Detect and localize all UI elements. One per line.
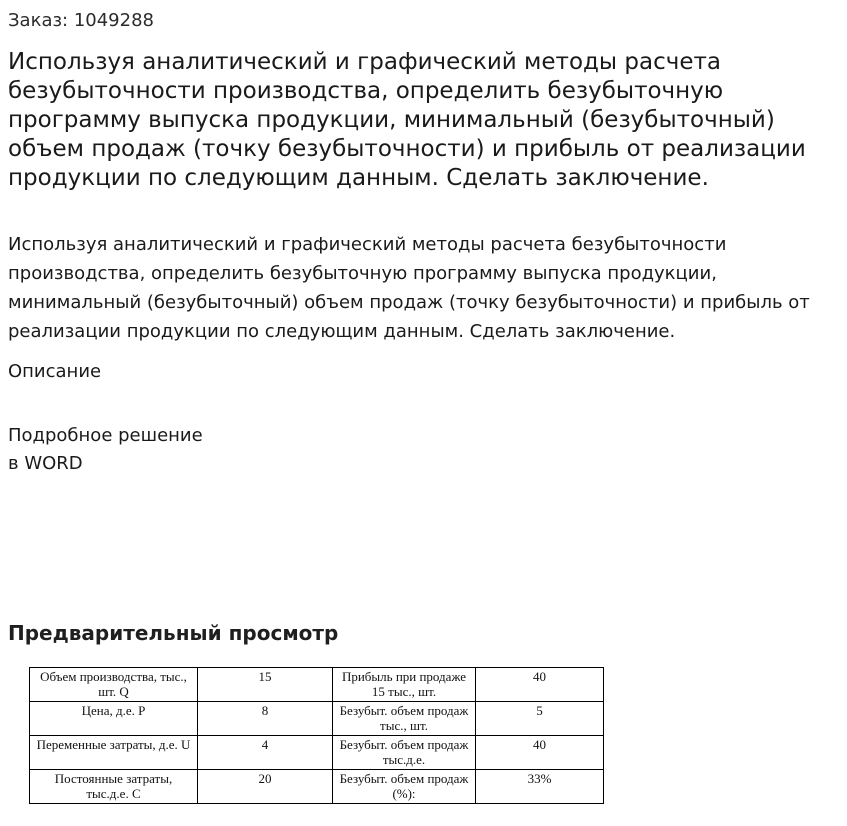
table-cell-value: 8 [198, 702, 333, 736]
table-row [30, 736, 604, 770]
table-cell-label: Объем производства, тыс., шт. Q [30, 668, 198, 702]
table-cell-value: 40 [476, 668, 604, 702]
table-cell-label: Прибыль при продаже 15 тыс., шт. [333, 668, 476, 702]
table-row [30, 702, 604, 736]
table-cell-value: 33% [476, 770, 604, 804]
task-description: Используя аналитический и графический методы расчета безубыточности производства, определить безубыточную программу выпуска продукции, минимальный (безубыточный) объем продаж (точку безубыточности) и прибыль от реализации продукции по следующим данным. Сделать заключение. [8, 234, 810, 342]
table-cell-value: 5 [476, 702, 604, 736]
preview-table [29, 667, 604, 804]
order-number: Заказ: 1049288 [8, 10, 154, 31]
table-row [30, 770, 604, 804]
table-cell-label: Безубыт. объем продаж тыс., шт. [333, 702, 476, 736]
solution-line-1: Подробное решение [8, 425, 203, 446]
description-label: Описание [8, 361, 102, 382]
solution-line-2: в WORD [8, 453, 83, 474]
table-row [30, 668, 604, 702]
table-cell-label: Цена, д.е. P [30, 702, 198, 736]
table-cell-value: 20 [198, 770, 333, 804]
table-cell-value: 15 [198, 668, 333, 702]
table-cell-label: Безубыт. объем продаж тыс.д.е. [333, 736, 476, 770]
preview-heading: Предварительный просмотр [8, 621, 339, 645]
page-title: Используя аналитический и графический методы расчета безубыточности производства, определить безубыточную программу выпуска продукции, минимальный (безубыточный) объем продаж (точку безубыточности) и прибыль от реализации продукции по следующим данным. Сделать заключение. [8, 49, 806, 191]
solution-note [8, 422, 203, 478]
table-cell-label: Безубыт. объем продаж (%): [333, 770, 476, 804]
table-cell-value: 40 [476, 736, 604, 770]
table-cell-value: 4 [198, 736, 333, 770]
table-cell-label: Постоянные затраты, тыс.д.е. C [30, 770, 198, 804]
table-cell-label: Переменные затраты, д.е. U [30, 736, 198, 770]
